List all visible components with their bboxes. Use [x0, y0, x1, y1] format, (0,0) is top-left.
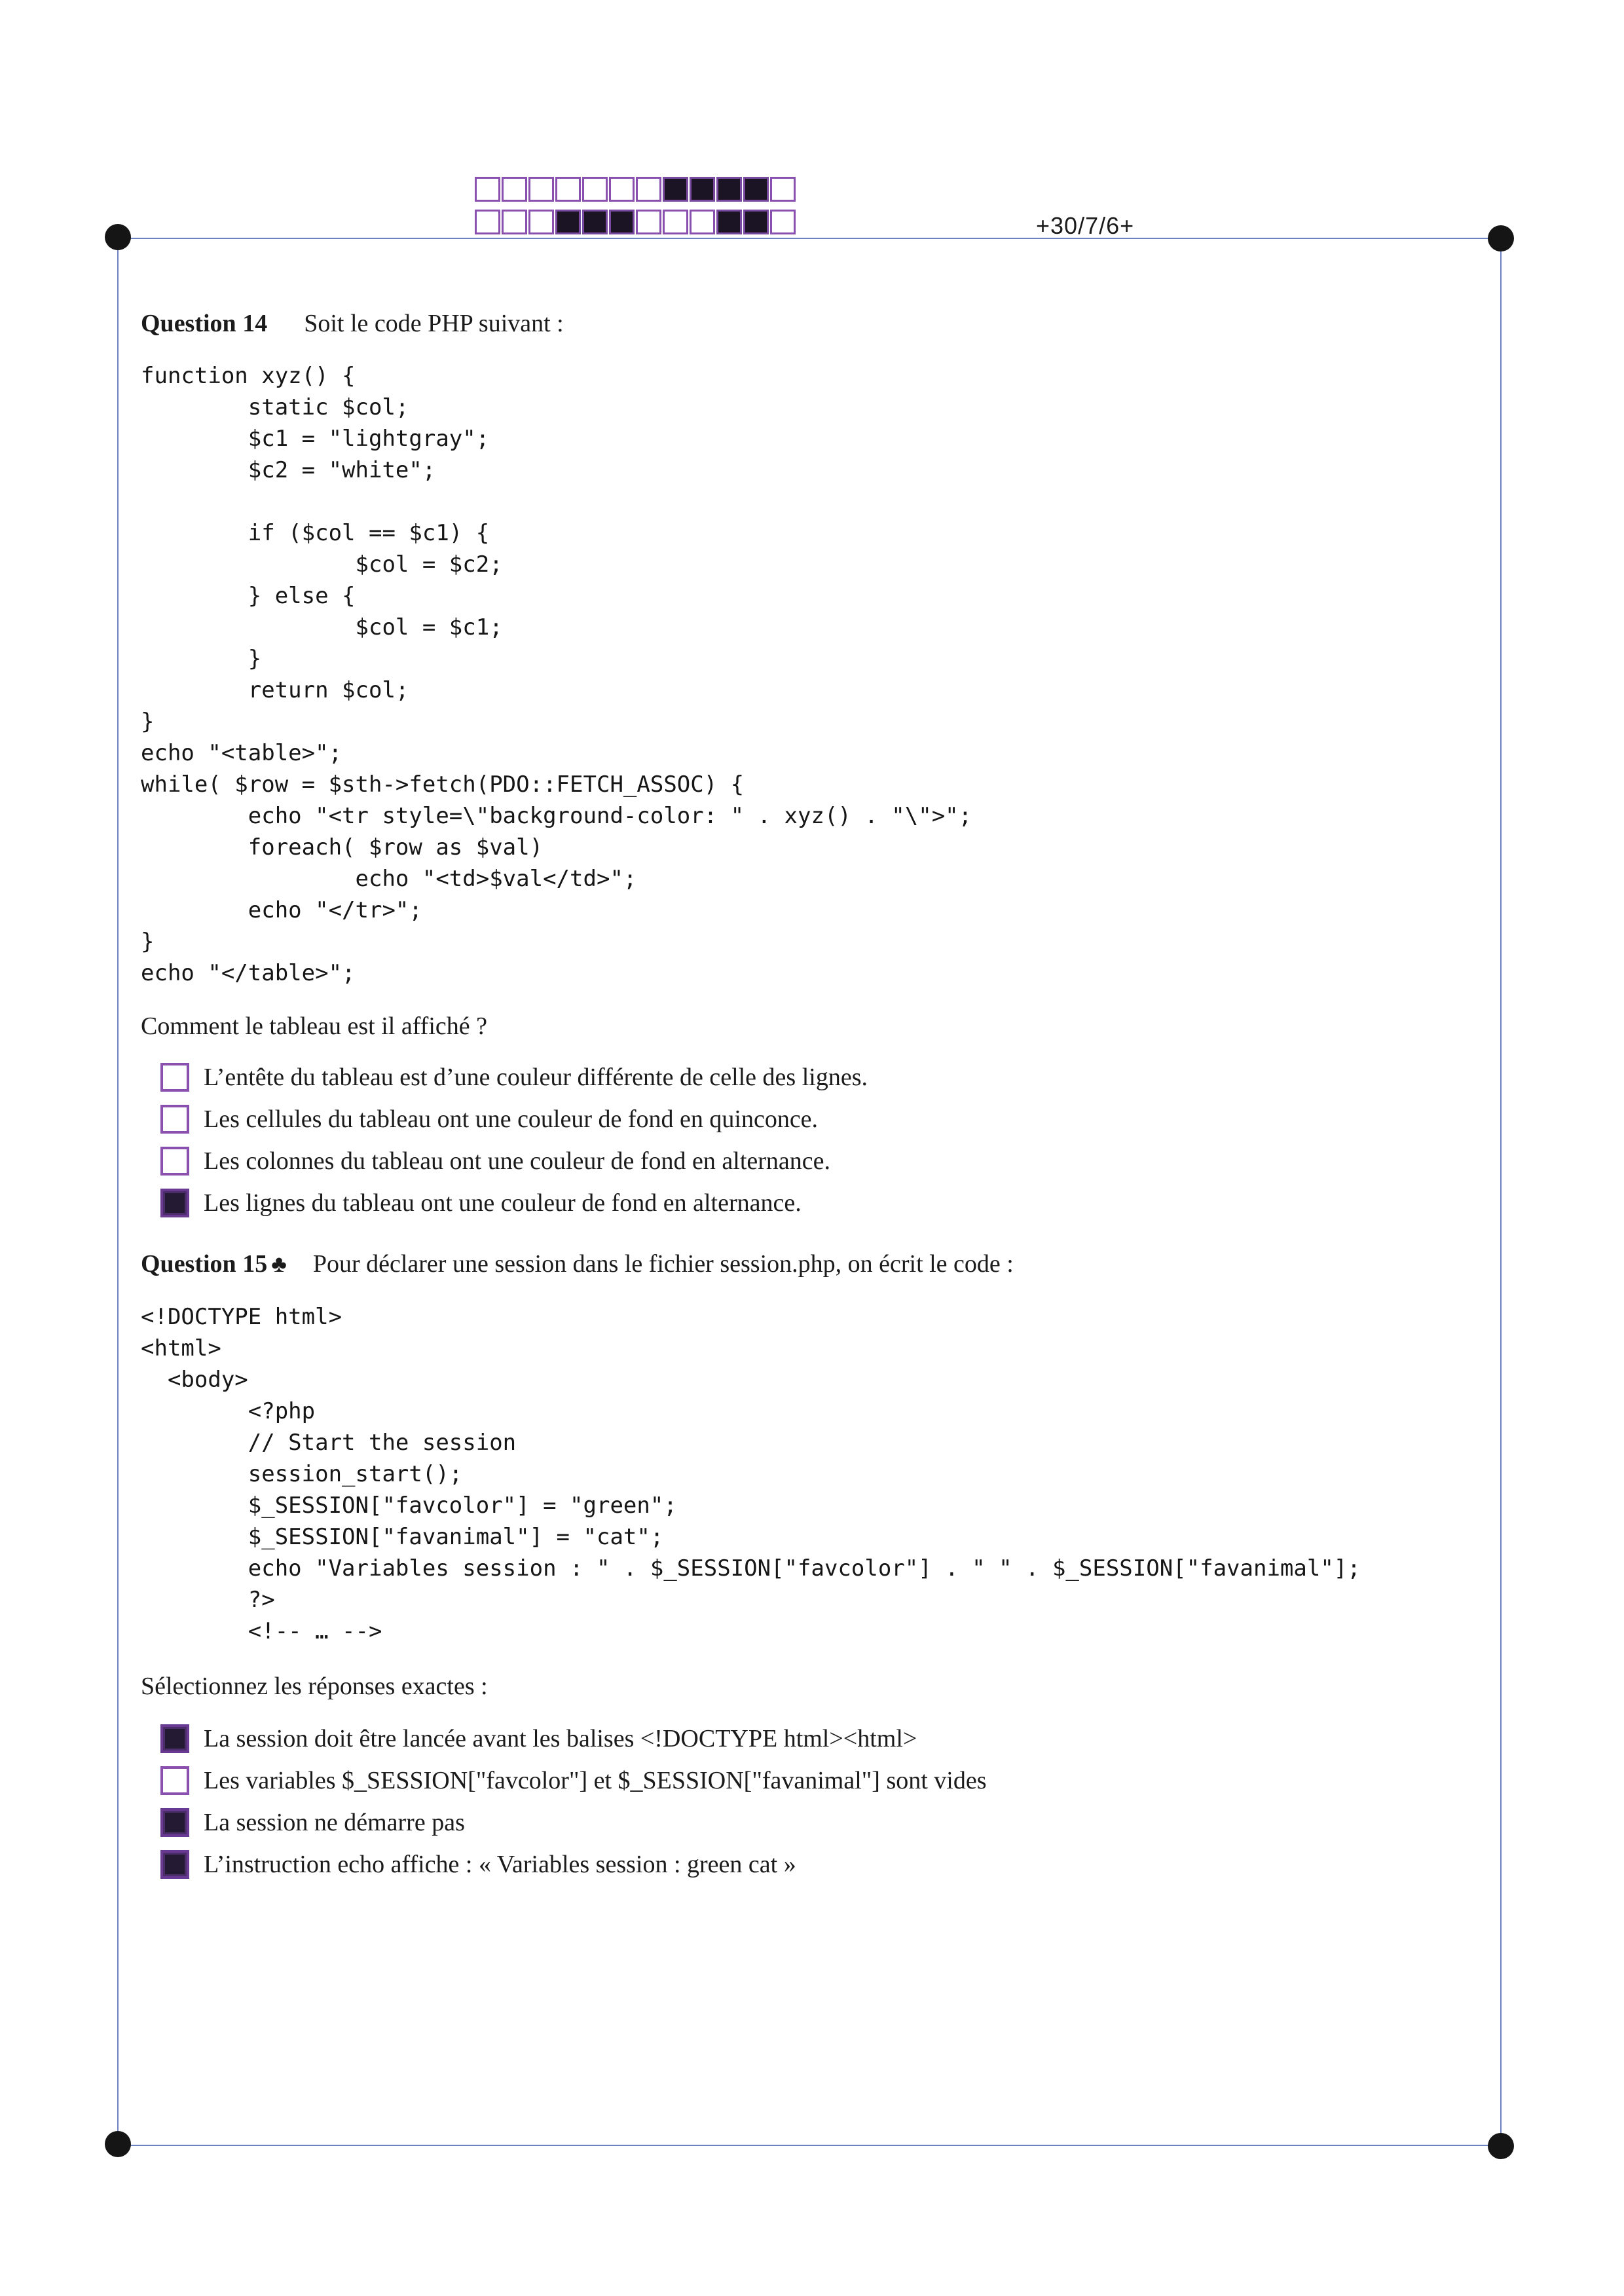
- barcode-cell: [609, 210, 635, 234]
- answer-option[interactable]: [160, 1718, 987, 1760]
- page-id: +30/7/6+: [1036, 212, 1135, 239]
- barcode-cell: [663, 210, 688, 234]
- barcode-cell: [582, 177, 608, 202]
- barcode-row-1: [475, 177, 796, 202]
- barcode-cell: [770, 210, 796, 234]
- checked-checkbox[interactable]: [160, 1189, 189, 1217]
- checked-checkbox[interactable]: [160, 1850, 189, 1879]
- barcode-cell: [716, 210, 742, 234]
- question-14-prompt: Comment le tableau est il affiché ?: [141, 1012, 487, 1040]
- frame-top-line: [118, 238, 1501, 239]
- corner-marker-top-left: [105, 224, 131, 250]
- barcode-cell: [609, 177, 635, 202]
- barcode-cell: [716, 177, 742, 202]
- question-14-title: Question 14: [141, 310, 268, 337]
- frame-bottom-line: [118, 2145, 1501, 2146]
- answer-option[interactable]: [160, 1182, 868, 1224]
- question-14-text: Soit le code PHP suivant :: [304, 310, 564, 337]
- corner-marker-bottom-right: [1488, 2133, 1514, 2159]
- question-14-header: [141, 309, 564, 338]
- answer-label: Les cellules du tableau ont une couleur de fond en quinconce.: [204, 1105, 819, 1133]
- club-icon: ♣: [271, 1251, 287, 1277]
- barcode-cell: [582, 210, 608, 234]
- answer-label: Les variables $_SESSION["favcolor"] et $_SESSION["favanimal"] sont vides: [204, 1767, 987, 1794]
- empty-checkbox[interactable]: [160, 1063, 189, 1092]
- barcode-cell: [663, 177, 688, 202]
- answer-option[interactable]: [160, 1760, 987, 1802]
- question-15-text: Pour déclarer une session dans le fichier session.php, on écrit le code :: [312, 1250, 1014, 1278]
- checked-checkbox[interactable]: [160, 1808, 189, 1837]
- barcode-cell: [743, 177, 769, 202]
- barcode-cell: [770, 177, 796, 202]
- barcode-cell: [743, 210, 769, 234]
- answer-label: L’instruction echo affiche : « Variables session : green cat »: [204, 1851, 796, 1878]
- question-15-title: Question 15: [141, 1250, 268, 1278]
- empty-checkbox[interactable]: [160, 1105, 189, 1134]
- corner-marker-bottom-left: [105, 2131, 131, 2157]
- question-14-answers: [160, 1056, 868, 1224]
- question-15-header: [141, 1250, 1014, 1278]
- answer-option[interactable]: [160, 1802, 987, 1843]
- answer-label: La session ne démarre pas: [204, 1809, 465, 1836]
- barcode-row-2: [475, 210, 796, 234]
- barcode-cell: [690, 210, 715, 234]
- answer-label: La session doit être lancée avant les balises <!DOCTYPE html><html>: [204, 1725, 917, 1752]
- question-15-prompt: Sélectionnez les réponses exactes :: [141, 1673, 488, 1700]
- answer-option[interactable]: [160, 1056, 868, 1098]
- barcode-cell: [690, 177, 715, 202]
- barcode-cell: [502, 177, 527, 202]
- question-14-code: function xyz() { static $col; $c1 = "lightgray"; $c2 = "white"; if ($col == $c1) { $col = $c2; } else { $col = $c1; } return $col; } echo "<table>"; while( $row = $sth->fetch(PDO::FETCH_ASSOC) { echo "<tr style=\"background-color: " . xyz() . "\">"; foreach( $row as $val) echo "<td>$val</td>"; echo "</tr>"; } echo "</table>";: [141, 363, 972, 986]
- barcode-cell: [528, 210, 554, 234]
- frame-right-line: [1500, 238, 1502, 2146]
- barcode-cell: [475, 177, 500, 202]
- empty-checkbox[interactable]: [160, 1766, 189, 1795]
- answer-option[interactable]: [160, 1098, 868, 1140]
- barcode-cell: [555, 177, 581, 202]
- barcode-cell: [475, 210, 500, 234]
- answer-label: Les lignes du tableau ont une couleur de fond en alternance.: [204, 1189, 802, 1217]
- barcode-cell: [528, 177, 554, 202]
- answer-label: L’entête du tableau est d’une couleur différente de celle des lignes.: [204, 1064, 868, 1091]
- checked-checkbox[interactable]: [160, 1724, 189, 1753]
- barcode-cell: [636, 177, 661, 202]
- question-15-answers: [160, 1718, 987, 1885]
- barcode-cell: [636, 210, 661, 234]
- answer-option[interactable]: [160, 1843, 987, 1885]
- empty-checkbox[interactable]: [160, 1147, 189, 1176]
- answer-label: Les colonnes du tableau ont une couleur de fond en alternance.: [204, 1147, 831, 1175]
- barcode-cell: [555, 210, 581, 234]
- answer-option[interactable]: [160, 1140, 868, 1182]
- question-15-code: <!DOCTYPE html> <html> <body> <?php // Start the session session_start(); $_SESSION["favcolor"] = "green"; $_SESSION["favanimal"] = "cat"; echo "Variables session : " . $_SESSION["favcolor"] . " " . $_SESSION["favanimal"]; ?> <!-- … -->: [141, 1304, 1361, 1644]
- frame-left-line: [117, 238, 119, 2146]
- corner-marker-top-right: [1488, 225, 1514, 251]
- barcode-cell: [502, 210, 527, 234]
